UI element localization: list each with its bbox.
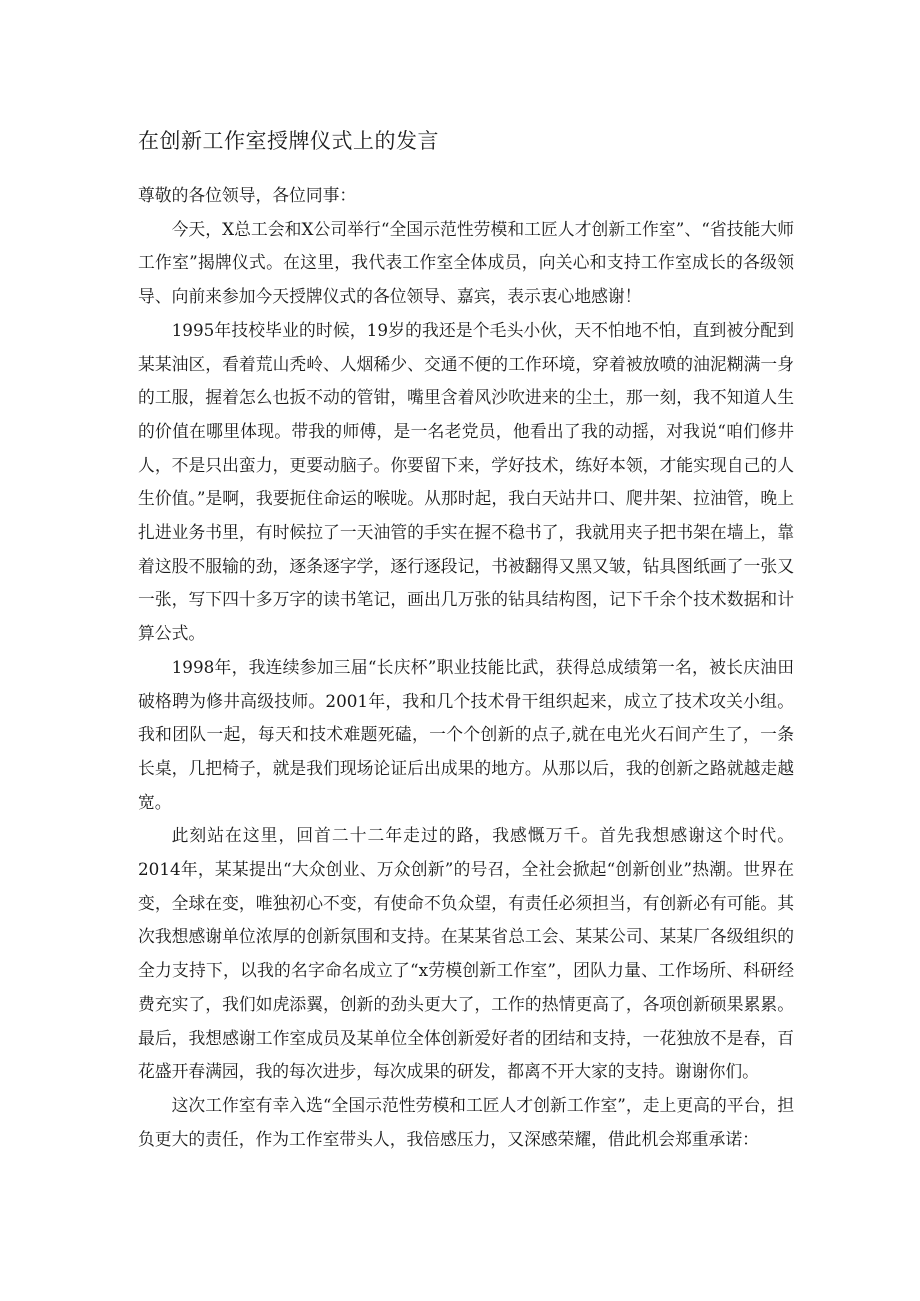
paragraph-commitment: 这次工作室有幸入选“全国示范性劳模和工匠人才创新工作室”，走上更高的平台，担负更大的责任，作为工作室带头人，我倍感压力，又深感荣耀，借此机会郑重承诺： — [138, 1094, 794, 1149]
document-title: 在创新工作室授牌仪式上的发言 — [138, 129, 439, 153]
salutation: 尊敬的各位领导，各位同事： — [138, 185, 357, 205]
paragraph-1995: 1995年技校毕业的时候，19岁的我还是个毛头小伙，天不怕地不怕，直到被分配到某某油区，看着荒山秃岭、人烟稀少、交通不便的工作环境，穿着被放喷的油泥糊满一身的工服，握着怎么也扳不动的管钳，嘴里含着风沙吹进来的尘土，那一刻，我不知道人生的价值在哪里体现。带我的师傅，是一名老党员，他看出了我的动摇，对我说“咱们修井人，不是只出蛮力，更要动脑子。你要留下来，学好技术，练好本领，才能实现自己的人生价值。”是啊，我要扼住命运的喉咙。从那时起，我白天站井口、爬井架、拉油管，晚上扎进业务书里，有时候拉了一天油管的手实在握不稳书了，我就用夹子把书架在墙上，靠着这股不服输的劲，逐条逐字学，逐行逐段记，书被翻得又黑又皱，钻具图纸画了一张又一张，写下四十多万字的读书笔记，画出几万张的钻具结构图，记下千余个技术数据和计算公式。 — [138, 319, 794, 644]
paragraph-opening: 今天，X总工会和X公司举行“全国示范性劳模和工匠人才创新工作室”、“省技能大师工作室”揭牌仪式。在这里，我代表工作室全体成员，向关心和支持工作室成长的各级领导、向前来参加今天授牌仪式的各位领导、嘉宾，表示衷心地感谢！ — [138, 218, 794, 307]
document-body — [138, 179, 794, 1156]
paragraph-1998: 1998年，我连续参加三届“长庆杯”职业技能比武，获得总成绩第一名，被长庆油田破格聘为修井高级技师。2001年，我和几个技术骨干组织起来，成立了技术攻关小组。我和团队一起，每天和技术难题死磕，一个个创新的点子,就在电光火石间产生了，一条长桌，几把椅子，就是我们现场论证后出成果的地方。从那以后，我的创新之路就越走越宽。 — [138, 656, 794, 812]
paragraph-gratitude: 此刻站在这里，回首二十二年走过的路，我感慨万千。首先我想感谢这个时代。2014年，某某提出“大众创业、万众创新”的号召，全社会掀起“创新创业”热潮。世界在变，全球在变，唯独初心不变，有使命不负众望，有责任必须担当，有创新必有可能。其次我想感谢单位浓厚的创新氛围和支持。在某某省总工会、某某公司、某某厂各级组织的全力支持下，以我的名字命名成立了“x劳模创新工作室”，团队力量、工作场所、科研经费充实了，我们如虎添翼，创新的劲头更大了，工作的热情更高了，各项创新硕果累累。最后，我想感谢工作室成员及某单位全体创新爱好者的团结和支持，一花独放不是春，百花盛开春满园，我的每次进步，每次成果的研发，都离不开大家的支持。谢谢你们。 — [138, 825, 794, 1082]
